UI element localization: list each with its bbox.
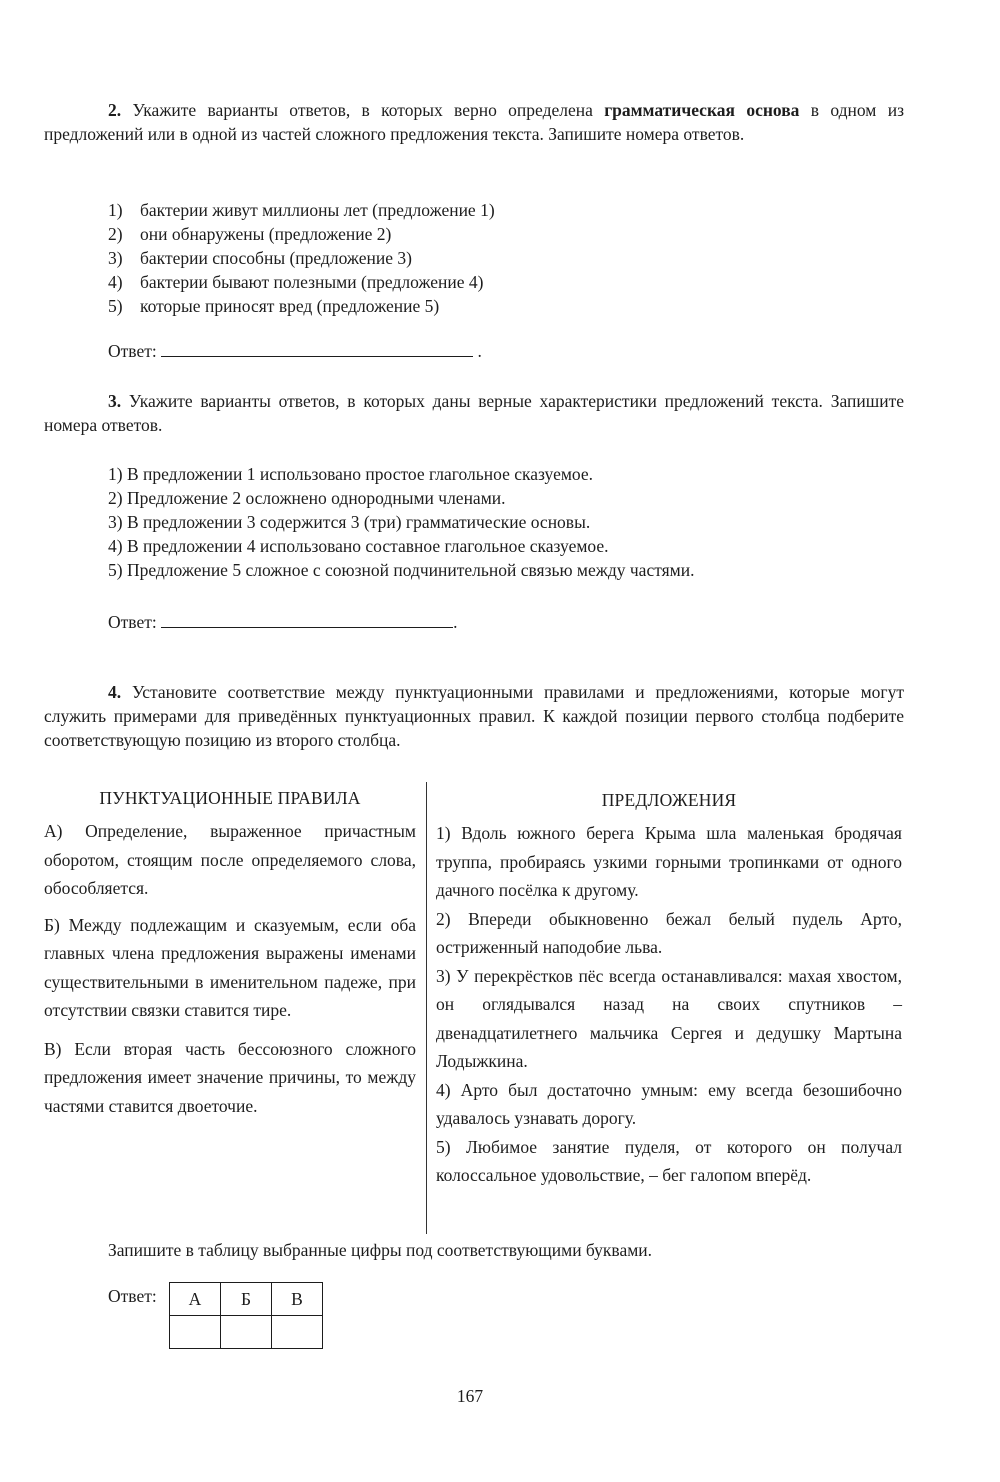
sentence-5: 5) Любимое занятие пуделя, от которого он получал колоссальное удовольствие, – бег галопом вперёд. — [436, 1136, 902, 1185]
answer-cell-a[interactable] — [170, 1316, 221, 1349]
answer-cell-c[interactable] — [272, 1316, 323, 1349]
answer-cell-b[interactable] — [221, 1316, 272, 1349]
q4-answer-table — [169, 1282, 323, 1349]
rule-c: В) Если вторая часть бессоюзного сложного предложения имеет значение причины, то между частями ставится двоеточие. — [44, 1038, 416, 1116]
q3-answer-field[interactable] — [161, 609, 453, 628]
q3-option: 2) Предложение 2 осложнено однородными членами. — [108, 488, 506, 508]
sentence-1: 1) Вдоль южного берега Крыма шла маленькая бродячая труппа, пробираясь узкими горными тропинками от одного дачного посёлка к другому. — [436, 823, 902, 900]
q2-option: 1) бактерии живут миллионы лет (предложение 1) — [108, 200, 495, 220]
q2-answer-field[interactable] — [161, 338, 473, 357]
rule-a: А) Определение, выраженное причастным оборотом, стоящим после определяемого слова, обособляется. — [44, 821, 416, 898]
sentences-column — [436, 819, 902, 1190]
q4-text: 4. Установите соответствие между пунктуационными правилами и предложениями, которые могут служить примерами для приведённых пунктуационных правил. К каждой позиции первого столбца подберите соответствующую позицию из второго столбца. — [44, 682, 904, 750]
q2-bold-term: грамматическая основа — [604, 100, 800, 120]
q3-option: 5) Предложение 5 сложное с союзной подчинительной связью между частями. — [108, 560, 695, 580]
q2-options — [108, 198, 495, 318]
sentence-3: 3) У перекрёстков пёс всегда останавливался: махая хвостом, он оглядывался назад на своих спутников – двенадцатилетнего мальчика Сергея и дедушку Мартына Лодыжкина. — [436, 965, 902, 1071]
rule-b: Б) Между подлежащим и сказуемым, если оба главных члена предложения выражены именами существительными в именительном падеже, при отсутствии связки ставится тире. — [44, 914, 416, 1020]
q2-option: 3) бактерии способны (предложение 3) — [108, 248, 412, 268]
q4-number: 4. — [108, 682, 122, 702]
q4-answer-label: Ответ: — [108, 1286, 157, 1306]
q3-answer-label: Ответ: — [108, 612, 157, 632]
answer-table-header: А — [170, 1283, 221, 1316]
q3-text: 3. Укажите варианты ответов, в которых даны верные характеристики предложений текста. Запишите номера ответов. — [44, 391, 904, 435]
q2-text: 2. Укажите варианты ответов, в которых верно определена грамматическая основа в одном из предложений или в одной из частей сложного предложения текста. Запишите номера ответов. — [44, 100, 904, 144]
q2-number: 2. — [108, 100, 122, 120]
rules-column-header: ПУНКТУАЦИОННЫЕ ПРАВИЛА — [99, 788, 361, 808]
q2-option: 4) бактерии бывают полезными (предложение 4) — [108, 272, 484, 292]
q3-option: 4) В предложении 4 использовано составное глагольное сказуемое. — [108, 536, 609, 556]
q2-option: 2) они обнаружены (предложение 2) — [108, 224, 392, 244]
q3-number: 3. — [108, 391, 122, 411]
answer-table-header: В — [272, 1283, 323, 1316]
q2-answer: Ответ: . — [108, 338, 482, 363]
q3-options — [108, 462, 695, 582]
answer-table-header: Б — [221, 1283, 272, 1316]
sentences-column-header: ПРЕДЛОЖЕНИЯ — [601, 790, 737, 810]
rules-column — [44, 817, 416, 1126]
column-divider — [426, 782, 427, 1234]
page-number: 167 — [456, 1386, 484, 1406]
sentence-2: 2) Впереди обыкновенно бежал белый пудель Арто, остриженный наподобие льва. — [436, 908, 902, 957]
q3-option: 1) В предложении 1 использовано простое глагольное сказуемое. — [108, 464, 594, 484]
sentence-4: 4) Арто был достаточно умным: ему всегда безошибочно удавалось узнавать дорогу. — [436, 1079, 902, 1128]
q2-answer-label: Ответ: — [108, 341, 157, 361]
q3-option: 3) В предложении 3 содержится 3 (три) грамматические основы. — [108, 512, 591, 532]
q3-answer: Ответ: . — [108, 609, 457, 634]
q2-option: 5) которые приносят вред (предложение 5) — [108, 296, 440, 316]
q4-instruction: Запишите в таблицу выбранные цифры под соответствующими буквами. — [108, 1240, 653, 1260]
